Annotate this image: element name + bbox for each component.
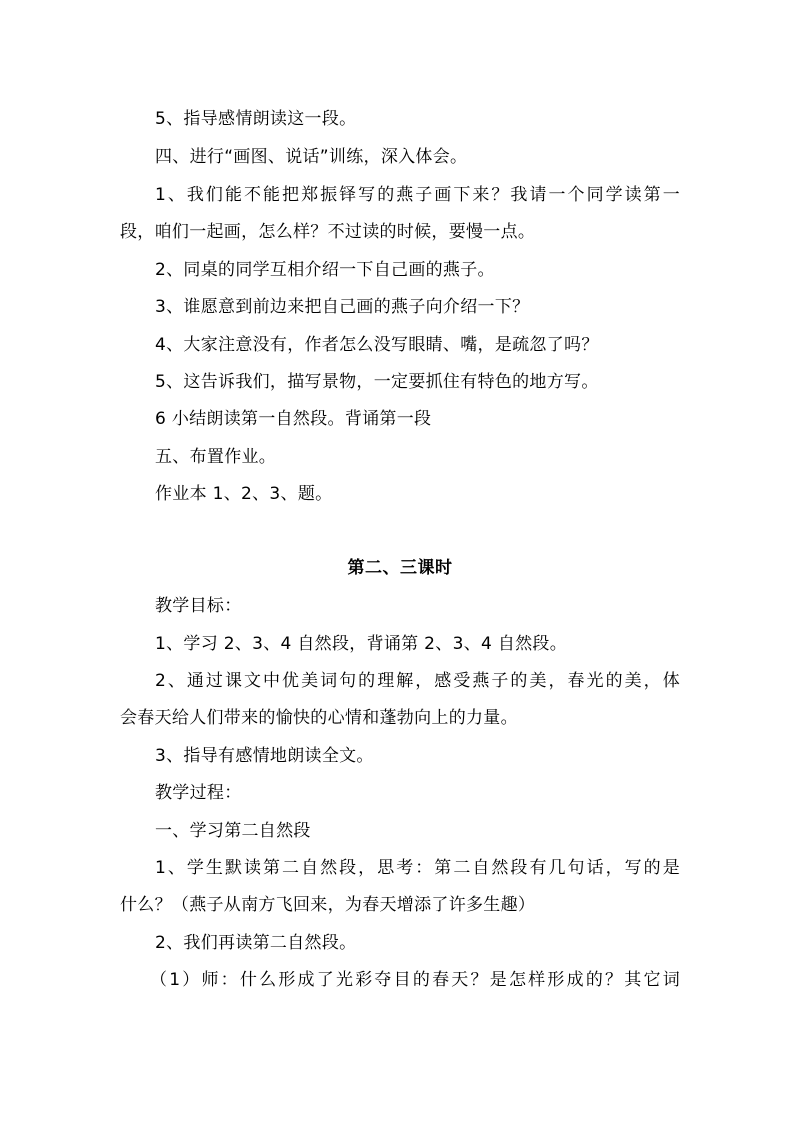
section-title: 第二、三课时 [347,558,453,578]
text-line: 3、谁愿意到前边来把自己画的燕子向介绍一下？ [155,297,530,317]
text-line: 1、学生默读第二自然段，思考：第二自然段有几句话，写的是 [155,858,680,878]
text-line: 1、我们能不能把郑振铎写的燕子画下来？我请一个同学读第一 [155,185,680,205]
text-line: 3、指导有感情地朗读全文。 [155,746,374,766]
text-line: （1）师：什么形成了光彩夺目的春天？是怎样形成的？其它词 [150,970,680,990]
text-line: 段，咱们一起画，怎么样？不过读的时候，要慢一点。 [120,222,536,242]
text-line: 2、我们再读第二自然段。 [155,933,357,953]
text-line: 什么？（燕子从南方飞回来，为春天增添了许多生趣） [120,895,536,915]
text-line: 2、通过课文中优美词句的理解，感受燕子的美，春光的美，体 [155,671,680,691]
text-line: 一、学习第二自然段 [155,821,311,841]
text-line: 4、大家注意没有，作者怎么没写眼睛、嘴，是疏忽了吗？ [155,335,599,355]
text-line: 5、指导感情朗读这一段。 [155,109,357,129]
text-line: 5、这告诉我们，描写景物，一定要抓住有特色的地方写。 [155,372,599,392]
text-line: 6 小结朗读第一自然段。背诵第一段 [155,409,432,429]
text-line: 四、进行“画图、说话”训练，深入体会。 [155,147,468,167]
text-line: 五、布置作业。 [155,447,277,467]
text-line: 作业本 1、2、3、题。 [155,484,333,504]
text-line: 教学过程： [155,783,242,803]
text-line: 1、学习 2、3、4 自然段，背诵第 2、3、4 自然段。 [155,634,568,654]
text-line: 2、同桌的同学互相介绍一下自己画的燕子。 [155,260,495,280]
text-line: 会春天给人们带来的愉快的心情和蓬勃向上的力量。 [120,708,518,728]
text-line: 教学目标： [155,596,242,616]
